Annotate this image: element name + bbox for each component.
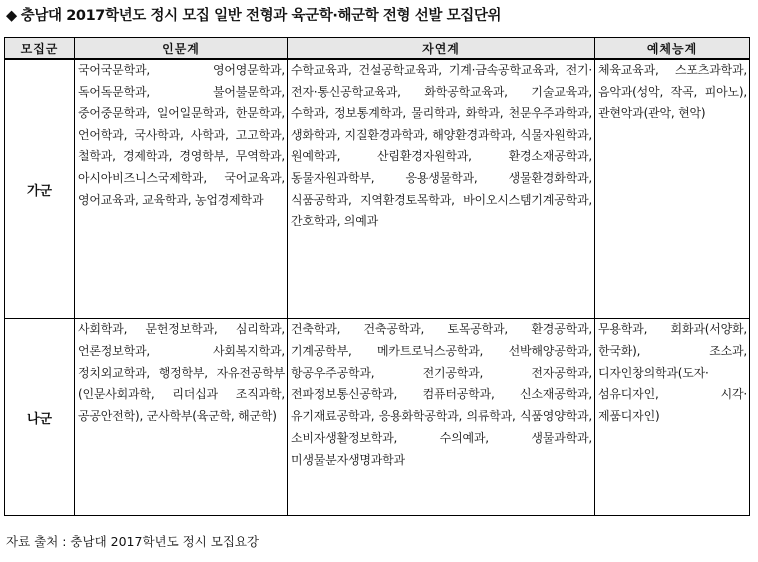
- header-natural: 자연계: [288, 38, 595, 60]
- group-label-na: 나군: [5, 319, 75, 516]
- admission-units-table: [4, 37, 750, 516]
- header-arts: 예체능계: [595, 38, 750, 60]
- table-row: [5, 59, 750, 319]
- table-row: [5, 319, 750, 516]
- source-note: 자료 출처 : 충남대 2017학년도 정시 모집요강: [6, 534, 260, 549]
- arts-list-ga: 체육교육과, 스포츠과학과, 음악과(성악, 작곡, 피아노), 관현악과(관악, 현악): [595, 59, 750, 319]
- humanities-list-ga: 국어국문학과, 영어영문학과, 독어독문학과, 불어불문학과, 중어중문학과, 일어일문학과, 한문학과, 언어학과, 국사학과, 사학과, 고고학과, 철학과, 경제학과, 경영학부, 무역학과, 아시아비즈니스국제학과, 국어교육과, 영어교육과, 교육학과, 농업경제학과: [75, 59, 288, 319]
- humanities-list-na: 사회학과, 문헌정보학과, 심리학과, 언론정보학과, 사회복지학과, 정치외교학과, 행정학부, 자유전공학부(인문사회과학, 리더십과 조직과학, 공공안전학), 군사학부(육군학, 해군학): [75, 319, 288, 516]
- header-group: 모집군: [5, 38, 75, 60]
- natural-list-ga: 수학교육과, 건설공학교육과, 기계·금속공학교육과, 전기·전자·통신공학교육과, 화학공학교육과, 기술교육과, 수학과, 정보통계학과, 물리학과, 화학과, 천문우주과학과, 생화학과, 지질환경과학과, 해양환경과학과, 식물자원학과, 원예학과, 산림환경자원학과, 환경소재공학과, 동물자원과학부, 응용생물학과, 생물환경화학과, 식품공학과, 지역환경토목학과, 바이오시스템기계공학과, 간호학과, 의예과: [288, 59, 595, 319]
- page-title: [6, 4, 746, 25]
- title-bullet: ◆: [6, 8, 17, 24]
- group-label-ga: 가군: [5, 59, 75, 319]
- arts-list-na: 무용학과, 회화과(서양화, 한국화), 조소과, 디자인창의학과(도자·섬유디자인, 시각·제품디자인): [595, 319, 750, 516]
- table-header-row: [5, 38, 750, 60]
- header-humanities: 인문계: [75, 38, 288, 60]
- title-text: 충남대 2017학년도 정시 모집 일반 전형과 육군학·해군학 전형 선발 모집단위: [20, 8, 502, 24]
- natural-list-na: 건축학과, 건축공학과, 토목공학과, 환경공학과, 기계공학부, 메카트로닉스공학과, 선박해양공학과, 항공우주공학과, 전기공학과, 전자공학과, 전파정보통신공학과, 컴퓨터공학과, 신소재공학과, 유기재료공학과, 응용화학공학과, 의류학과, 식품영양학과, 소비자생활정보학과, 수의예과, 생물과학과, 미생물분자생명과학과: [288, 319, 595, 516]
